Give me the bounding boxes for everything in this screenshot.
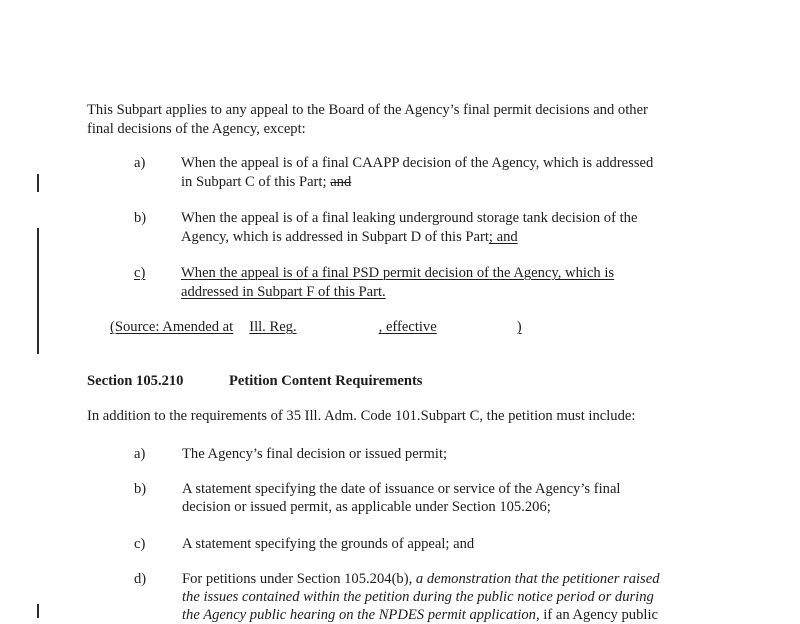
exception-c-label: c) (134, 265, 146, 281)
section-number: Section 105.210 (87, 373, 184, 389)
exception-b-line-2: Agency, which is addressed in Subpart D of this Part; and (181, 229, 518, 245)
requirement-a-label: a) (134, 446, 146, 462)
requirement-c-line-1: A statement specifying the grounds of appeal; and (182, 536, 475, 552)
exception-a-line-2: in Subpart C of this Part; and (181, 174, 352, 190)
requirement-d-line-1: For petitions under Section 105.204(b), a demonstration that the petitioner raised (182, 571, 660, 587)
intro-line-2: final decisions of the Agency, except: (87, 121, 306, 137)
exception-b-label: b) (134, 210, 147, 226)
revision-bar (37, 174, 39, 192)
requirement-d-label: d) (134, 571, 147, 587)
inserted-text: ; and (488, 229, 518, 245)
struck-text: and (330, 174, 352, 190)
requirement-d-line-2: the issues contained within the petition during the public notice period or during (182, 589, 654, 605)
requirement-c-label: c) (134, 536, 146, 552)
revision-bar (37, 604, 39, 618)
exception-c-line-2: addressed in Subpart F of this Part. (181, 284, 386, 300)
revision-bar (37, 228, 39, 354)
intro-line-1: This Subpart applies to any appeal to the Board of the Agency’s final permit decisions and other (87, 102, 648, 118)
requirement-a-line-1: The Agency’s final decision or issued permit; (182, 446, 448, 462)
requirement-b-label: b) (134, 481, 147, 497)
requirements-intro: In addition to the requirements of 35 Ill. Adm. Code 101.Subpart C, the petition must include: (87, 408, 636, 424)
requirement-b-line-2: decision or issued permit, as applicable under Section 105.206; (182, 499, 551, 515)
section-title: Petition Content Requirements (229, 373, 423, 389)
requirement-b-line-1: A statement specifying the date of issuance or service of the Agency’s final (182, 481, 621, 497)
exception-a-line-1: When the appeal is of a final CAAPP decision of the Agency, which is addressed (181, 155, 654, 171)
exception-a-label: a) (134, 155, 146, 171)
exception-c-line-1: When the appeal is of a final PSD permit decision of the Agency, which is (181, 265, 615, 281)
source-note: (Source: Amended at Ill. Reg. , effective ) (110, 319, 522, 335)
requirement-d-line-3: the Agency public hearing on the NPDES permit application, if an Agency public (182, 607, 658, 623)
exception-b-line-1: When the appeal is of a final leaking underground storage tank decision of the (181, 210, 638, 226)
